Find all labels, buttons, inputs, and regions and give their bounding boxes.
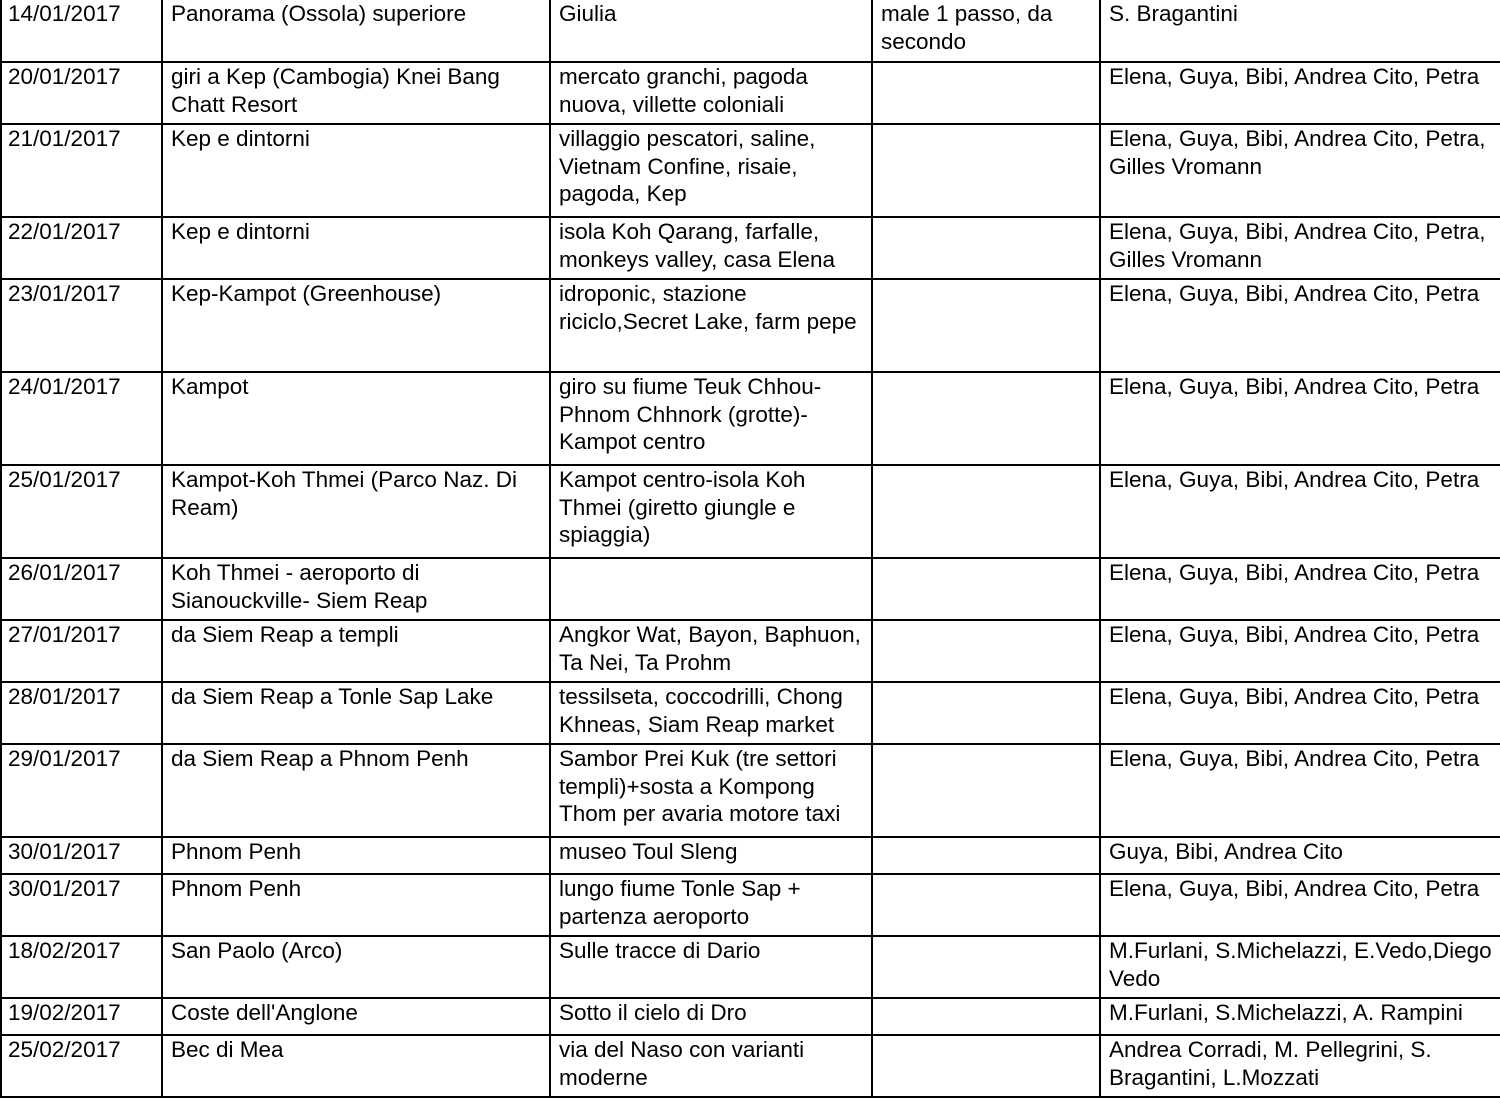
notes-cell (872, 1035, 1100, 1097)
description-cell: Sotto il cielo di Dro (550, 998, 872, 1035)
description-cell: villaggio pescatori, saline, Vietnam Confine, risaie, pagoda, Kep (550, 124, 872, 217)
table-row (1, 620, 1500, 682)
table-row (1, 62, 1500, 124)
participants-cell: Elena, Guya, Bibi, Andrea Cito, Petra (1100, 558, 1500, 620)
place-cell: Kep e dintorni (162, 124, 550, 217)
place-cell: Kep e dintorni (162, 217, 550, 279)
participants-cell: S. Bragantini (1100, 0, 1500, 62)
notes-cell (872, 936, 1100, 998)
notes-cell (872, 620, 1100, 682)
place-cell: Kampot-Koh Thmei (Parco Naz. Di Ream) (162, 465, 550, 558)
table-body (1, 0, 1500, 1097)
description-cell: Angkor Wat, Bayon, Baphuon, Ta Nei, Ta Prohm (550, 620, 872, 682)
table-row (1, 837, 1500, 874)
place-cell: Kep-Kampot (Greenhouse) (162, 279, 550, 372)
notes-cell (872, 744, 1100, 837)
description-cell: tessilseta, coccodrilli, Chong Khneas, Siam Reap market (550, 682, 872, 744)
table-row (1, 682, 1500, 744)
date-cell: 22/01/2017 (1, 217, 162, 279)
place-cell: Phnom Penh (162, 874, 550, 936)
description-cell: museo Toul Sleng (550, 837, 872, 874)
table-row (1, 465, 1500, 558)
participants-cell: Elena, Guya, Bibi, Andrea Cito, Petra (1100, 620, 1500, 682)
participants-cell: Elena, Guya, Bibi, Andrea Cito, Petra (1100, 874, 1500, 936)
place-cell: Phnom Penh (162, 837, 550, 874)
notes-cell (872, 372, 1100, 465)
place-cell: da Siem Reap a Tonle Sap Lake (162, 682, 550, 744)
participants-cell: Elena, Guya, Bibi, Andrea Cito, Petra, Gilles Vromann (1100, 124, 1500, 217)
date-cell: 25/01/2017 (1, 465, 162, 558)
description-cell: Sambor Prei Kuk (tre settori templi)+sosta a Kompong Thom per avaria motore taxi (550, 744, 872, 837)
table-row (1, 936, 1500, 998)
place-cell: Coste dell'Anglone (162, 998, 550, 1035)
date-cell: 28/01/2017 (1, 682, 162, 744)
participants-cell: Elena, Guya, Bibi, Andrea Cito, Petra (1100, 744, 1500, 837)
date-cell: 30/01/2017 (1, 874, 162, 936)
date-cell: 14/01/2017 (1, 0, 162, 62)
place-cell: Bec di Mea (162, 1035, 550, 1097)
notes-cell (872, 874, 1100, 936)
description-cell: Giulia (550, 0, 872, 62)
table-row (1, 279, 1500, 372)
participants-cell: Elena, Guya, Bibi, Andrea Cito, Petra, Gilles Vromann (1100, 217, 1500, 279)
participants-cell: Elena, Guya, Bibi, Andrea Cito, Petra (1100, 682, 1500, 744)
description-cell: lungo fiume Tonle Sap + partenza aeroporto (550, 874, 872, 936)
date-cell: 30/01/2017 (1, 837, 162, 874)
participants-cell: M.Furlani, S.Michelazzi, E.Vedo,Diego Vedo (1100, 936, 1500, 998)
table-row (1, 744, 1500, 837)
date-cell: 26/01/2017 (1, 558, 162, 620)
table-row (1, 124, 1500, 217)
description-cell: idroponic, stazione riciclo,Secret Lake, farm pepe (550, 279, 872, 372)
place-cell: Panorama (Ossola) superiore (162, 0, 550, 62)
table-row (1, 0, 1500, 62)
table-row (1, 874, 1500, 936)
date-cell: 27/01/2017 (1, 620, 162, 682)
description-cell: via del Naso con varianti moderne (550, 1035, 872, 1097)
participants-cell: Elena, Guya, Bibi, Andrea Cito, Petra (1100, 62, 1500, 124)
place-cell: Koh Thmei - aeroporto di Sianouckville- Siem Reap (162, 558, 550, 620)
notes-cell (872, 124, 1100, 217)
notes-cell: male 1 passo, da secondo (872, 0, 1100, 62)
date-cell: 23/01/2017 (1, 279, 162, 372)
description-cell: isola Koh Qarang, farfalle, monkeys valley, casa Elena (550, 217, 872, 279)
description-cell: Kampot centro-isola Koh Thmei (giretto giungle e spiaggia) (550, 465, 872, 558)
participants-cell: Elena, Guya, Bibi, Andrea Cito, Petra (1100, 372, 1500, 465)
place-cell: da Siem Reap a Phnom Penh (162, 744, 550, 837)
participants-cell: Guya, Bibi, Andrea Cito (1100, 837, 1500, 874)
notes-cell (872, 465, 1100, 558)
place-cell: Kampot (162, 372, 550, 465)
notes-cell (872, 682, 1100, 744)
date-cell: 19/02/2017 (1, 998, 162, 1035)
date-cell: 18/02/2017 (1, 936, 162, 998)
participants-cell: Andrea Corradi, M. Pellegrini, S. Bragantini, L.Mozzati (1100, 1035, 1500, 1097)
place-cell: San Paolo (Arco) (162, 936, 550, 998)
participants-cell: M.Furlani, S.Michelazzi, A. Rampini (1100, 998, 1500, 1035)
place-cell: giri a Kep (Cambogia) Knei Bang Chatt Resort (162, 62, 550, 124)
table-row (1, 558, 1500, 620)
notes-cell (872, 998, 1100, 1035)
description-cell: mercato granchi, pagoda nuova, villette coloniali (550, 62, 872, 124)
notes-cell (872, 217, 1100, 279)
table-row (1, 1035, 1500, 1097)
description-cell (550, 558, 872, 620)
date-cell: 29/01/2017 (1, 744, 162, 837)
description-cell: Sulle tracce di Dario (550, 936, 872, 998)
table-row (1, 372, 1500, 465)
participants-cell: Elena, Guya, Bibi, Andrea Cito, Petra (1100, 465, 1500, 558)
table-row (1, 217, 1500, 279)
date-cell: 21/01/2017 (1, 124, 162, 217)
participants-cell: Elena, Guya, Bibi, Andrea Cito, Petra (1100, 279, 1500, 372)
notes-cell (872, 279, 1100, 372)
notes-cell (872, 558, 1100, 620)
description-cell: giro su fiume Teuk Chhou-Phnom Chhnork (grotte)-Kampot centro (550, 372, 872, 465)
place-cell: da Siem Reap a templi (162, 620, 550, 682)
date-cell: 24/01/2017 (1, 372, 162, 465)
notes-cell (872, 62, 1100, 124)
table-row (1, 998, 1500, 1035)
date-cell: 25/02/2017 (1, 1035, 162, 1097)
date-cell: 20/01/2017 (1, 62, 162, 124)
notes-cell (872, 837, 1100, 874)
